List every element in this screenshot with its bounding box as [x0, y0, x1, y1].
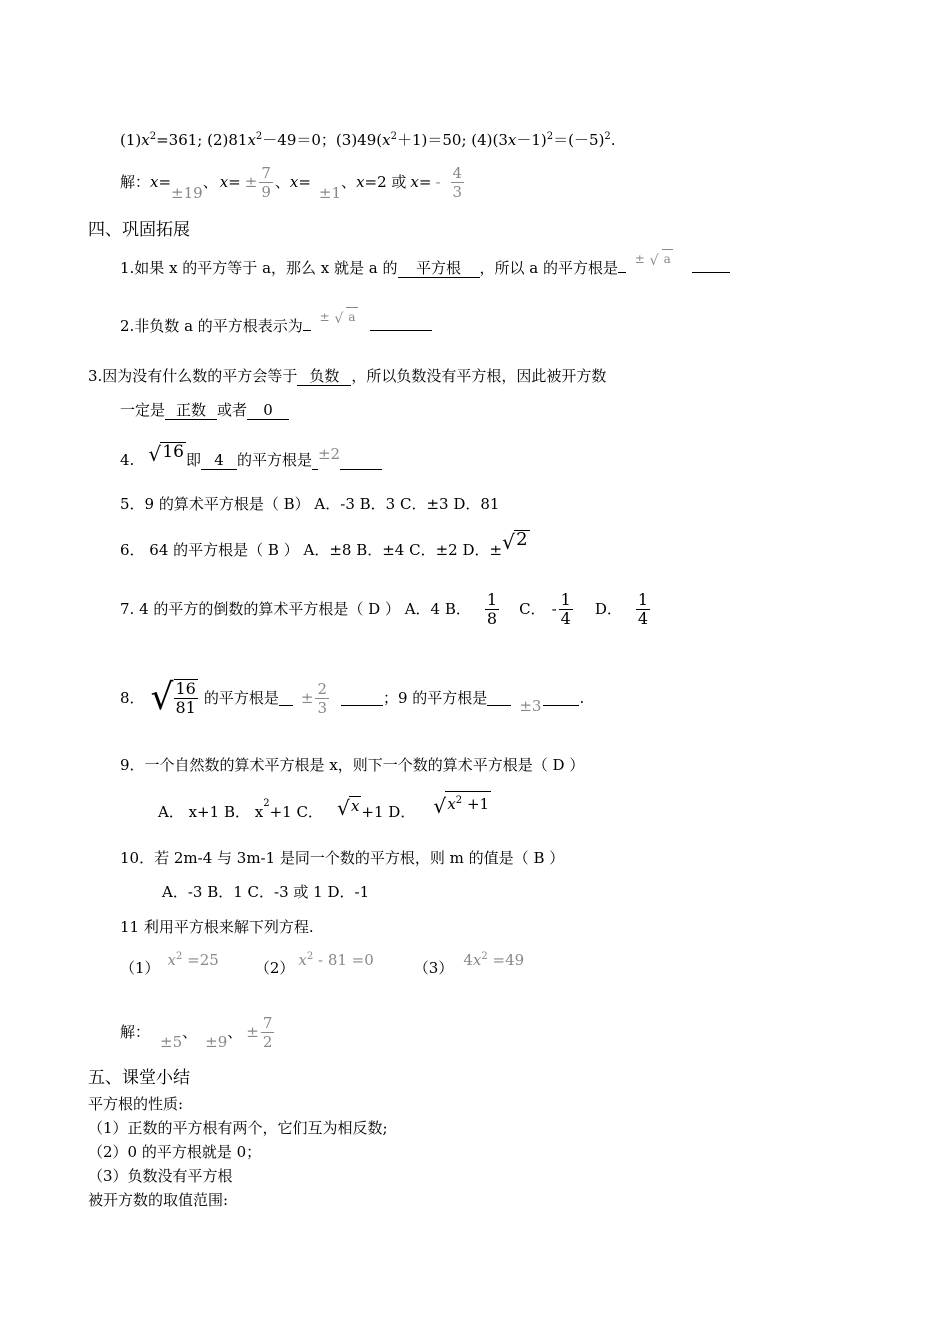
summary-line-2: （1）正数的平方根有两个，它们互为相反数;: [88, 1119, 388, 1137]
summary-line-5: 被开方数的取值范围:: [88, 1191, 229, 1209]
question-4: 4. √ 16 即 4 的平方根是 ±2: [120, 440, 382, 470]
summary-line-4: （3）负数没有平方根: [88, 1167, 233, 1185]
summary-line-1: 平方根的性质:: [88, 1095, 184, 1113]
question-5: 5．9 的算术平方根是（ B） A．-3 B．3 C．±3 D．81: [120, 495, 500, 513]
question-8: 8． √ $\frac{16}{81}$ 的平方根是 ± $\frac{2}{3}$ ；9 的平方根是 ±3 .: [120, 677, 585, 718]
section-title-4: 四、巩固拓展: [88, 220, 190, 240]
question-3-cont: 一定是 正数 或者 0: [120, 400, 289, 420]
question-9-options: A． x+1 B． x $^2$ +1 C． √ x +1 D． √ $x^2 +1$: [158, 788, 491, 822]
question-9: 9．一个自然数的算术平方根是 x，则下一个数的算术平方根是（ D ）: [120, 756, 585, 774]
question-2: 2.非负数 a 的平方根表示为 ± √ a: [120, 316, 432, 337]
question-10: 10．若 2m-4 与 3m-1 是同一个数的平方根，则 m 的值是（ B ）: [120, 849, 565, 867]
question-11: 11 利用平方根来解下列方程.: [120, 918, 314, 936]
summary-line-3: （2）0 的平方根就是 0；: [88, 1143, 262, 1161]
question-7: 7. 4 的平方的倒数的算术平方根是（ D ） A．4 B． $\frac{1}{8}$ C． - $\frac{1}{4}$ D． $\frac{1}{4}$: [120, 589, 649, 628]
answer-line-11: 解： ±5 、 ±9 、 ± $\frac{7}{2}$: [120, 1013, 273, 1051]
question-1: 1.如果 x 的平方等于 a，那么 x 就是 a 的 平方根 ，所以 a 的平方根是 ± √ a: [120, 258, 730, 279]
section-title-5: 五、课堂小结: [88, 1068, 190, 1088]
question-11-equations: （1） $x^2 =25$ （2） $x^2 - 81 =0$ （3） $4x^2 =49$: [120, 951, 525, 977]
answer-line-1: 解： x= ±19 、 x= ± $\frac{7}{9}$ 、 x= ±1 、 x =2 或 x = - $\frac{4}{3}$: [120, 163, 463, 202]
equations-line: $(1)x^2=361$; $(2)81x^2-49=0$；$(3)49(x^2+1)=50$; $(4)(3x-1)^2=(-5)^2$.: [120, 131, 616, 149]
question-10-options: A．-3 B．1 C．-3 或 1 D．-1: [162, 883, 370, 901]
question-3: 3.因为没有什么数的平方会等于 负数 ，所以负数没有平方根，因此被开方数: [88, 367, 607, 385]
question-6: 6． 64 的平方根是（ B ） A．±8 B．±4 C．±2 D．± √ 2: [120, 529, 528, 559]
